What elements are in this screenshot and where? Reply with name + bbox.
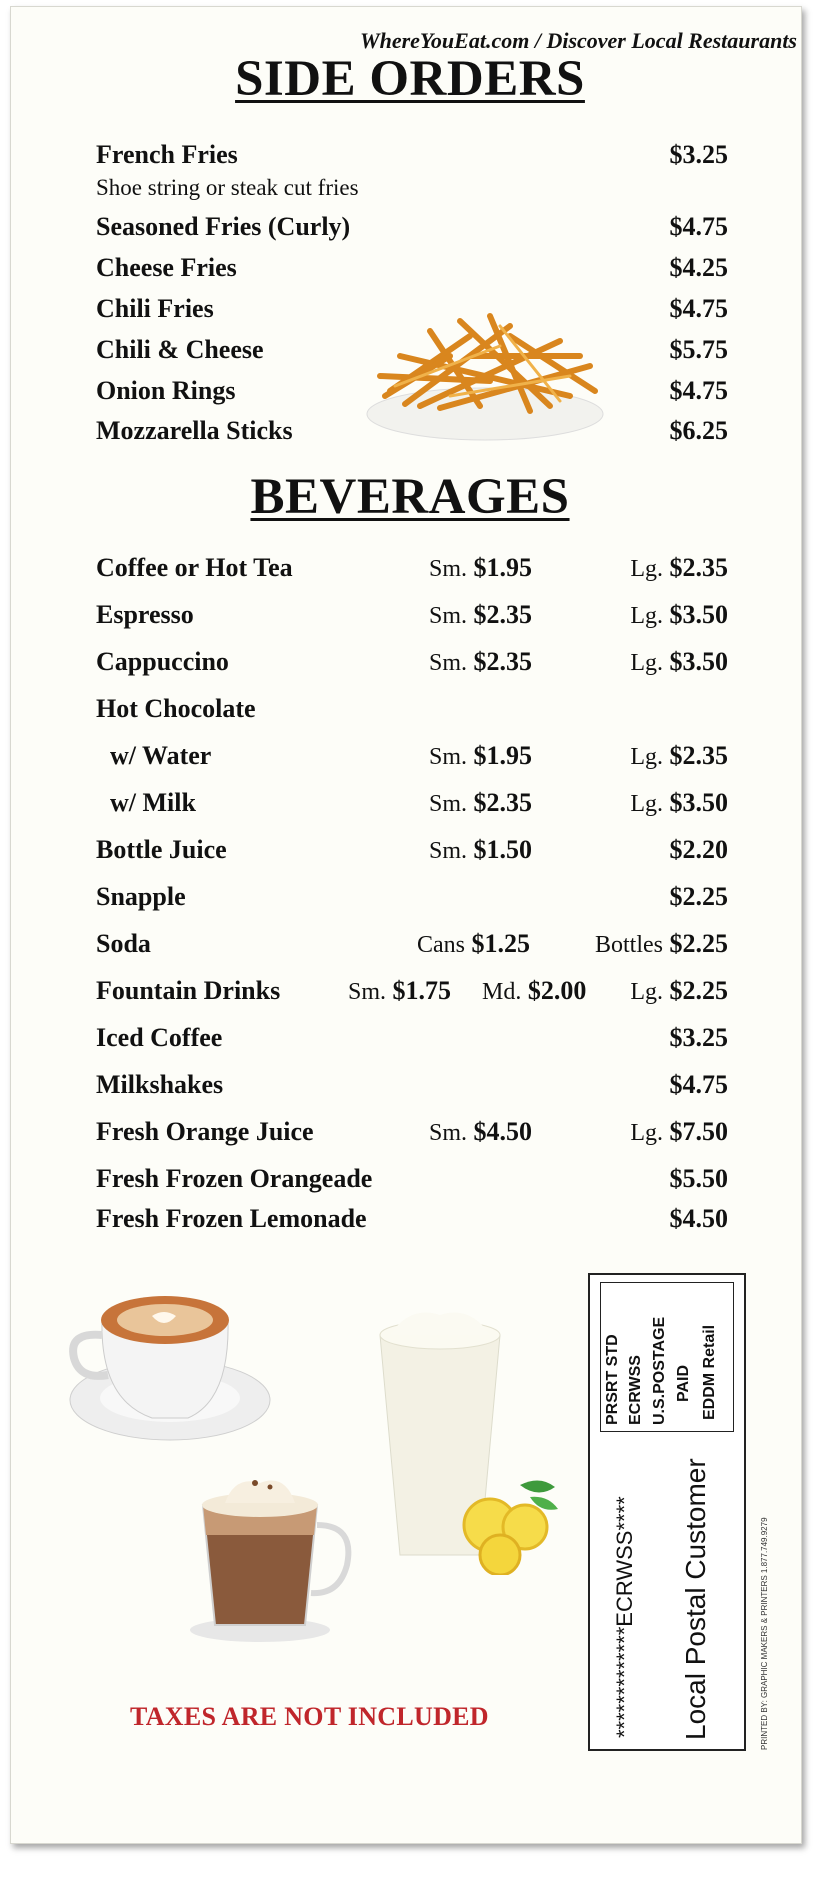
size-label: Cans	[417, 932, 465, 958]
cappuccino-cup-image	[60, 1280, 275, 1455]
item-price: $2.25	[669, 929, 728, 958]
item-price: $1.75	[392, 976, 452, 1005]
permit-line: U.S.POSTAGE	[651, 1316, 668, 1425]
item-price: $2.35	[669, 741, 728, 770]
item-price: $2.25	[669, 882, 728, 911]
item-price: $3.25	[669, 140, 728, 169]
item-price: $7.50	[669, 1117, 728, 1146]
menu-item-fresh-orange-juice	[96, 1117, 732, 1149]
size-label: Bottles	[594, 932, 663, 958]
size-label: Lg.	[630, 603, 663, 629]
item-name: Onion Rings	[96, 376, 236, 405]
size-label: Sm.	[348, 979, 387, 1005]
item-price: $3.25	[669, 1023, 728, 1052]
item-price: $2.35	[473, 600, 533, 629]
item-name: w/ Water	[110, 741, 212, 770]
item-price: $3.50	[669, 600, 728, 629]
size-label: Sm.	[429, 744, 468, 770]
menu-item-hot-chocolate-milk	[96, 788, 732, 820]
menu-item-fresh-frozen-lemonade	[96, 1204, 732, 1236]
size-label: Lg.	[630, 791, 663, 817]
item-description: Shoe string or steak cut fries	[96, 175, 359, 200]
size-label: Md.	[482, 979, 522, 1005]
menu-item-milkshakes	[96, 1070, 732, 1102]
menu-item-soda	[96, 929, 732, 961]
item-name: Fresh Frozen Orangeade	[96, 1164, 373, 1193]
item-price: $4.75	[669, 376, 728, 405]
size-label: Lg.	[630, 556, 663, 582]
lemonade-glass-image	[370, 1305, 580, 1575]
menu-item-fresh-frozen-orangeade	[96, 1164, 732, 1196]
item-name: Fresh Frozen Lemonade	[96, 1204, 367, 1233]
item-price: $2.20	[669, 835, 728, 864]
menu-item-iced-coffee	[96, 1023, 732, 1055]
item-name: Bottle Juice	[96, 835, 227, 864]
size-label: Lg.	[630, 979, 663, 1005]
menu-item-hot-chocolate	[96, 694, 732, 726]
taxes-note: TAXES ARE NOT INCLUDED	[130, 1702, 489, 1731]
menu-item-bottle-juice	[96, 835, 732, 867]
size-label: Lg.	[630, 650, 663, 676]
size-label: Lg.	[630, 744, 663, 770]
site-watermark: WhereYouEat.com / Discover Local Restaurants	[360, 28, 797, 53]
item-name: Cheese Fries	[96, 253, 237, 282]
size-label: Sm.	[429, 650, 468, 676]
item-price: $4.50	[473, 1117, 533, 1146]
menu-item-french-fries	[96, 140, 732, 172]
size-label: Lg.	[630, 1120, 663, 1146]
permit-line: PAID	[675, 1364, 692, 1402]
item-name: Coffee or Hot Tea	[96, 553, 293, 582]
french-fries-image	[360, 296, 610, 446]
menu-item-description	[96, 175, 732, 207]
item-price: $5.50	[669, 1164, 728, 1193]
beverages-title: BEVERAGES	[250, 469, 570, 525]
item-name: Cappuccino	[96, 647, 229, 676]
size-label: Sm.	[429, 838, 468, 864]
menu-item-cappuccino	[96, 647, 732, 679]
item-price: $1.50	[473, 835, 533, 864]
size-label: Sm.	[429, 791, 468, 817]
item-name: Iced Coffee	[96, 1023, 223, 1052]
item-price: $2.35	[473, 788, 533, 817]
item-price: $1.25	[471, 929, 530, 958]
hot-chocolate-mug-image	[175, 1465, 365, 1645]
size-label: Sm.	[429, 603, 468, 629]
item-price: $6.25	[669, 416, 728, 445]
item-price: $1.95	[473, 741, 533, 770]
menu-item-snapple	[96, 882, 732, 914]
menu-item-espresso	[96, 600, 732, 632]
item-name: w/ Milk	[110, 788, 196, 817]
printer-credit: PRINTED BY: GRAPHIC MAKERS & PRINTERS 1.877.749.9279	[760, 1517, 769, 1750]
menu-item-hot-chocolate-water	[96, 741, 732, 773]
menu-item-fountain-drinks	[96, 976, 732, 1008]
item-name: Mozzarella Sticks	[96, 416, 293, 445]
permit-line: PRSRT STD	[604, 1334, 621, 1425]
permit-line: EDDM Retail	[701, 1324, 718, 1420]
item-price: $4.50	[669, 1204, 728, 1233]
item-price: $3.50	[669, 788, 728, 817]
postal-customer-line: Local Postal Customer	[680, 1458, 711, 1740]
item-price: $4.75	[669, 1070, 728, 1099]
item-price: $4.25	[669, 253, 728, 282]
item-name: Chili & Cheese	[96, 335, 264, 364]
item-name: Snapple	[96, 882, 186, 911]
item-name: Milkshakes	[96, 1070, 224, 1099]
item-price: $1.95	[473, 553, 533, 582]
item-name: Espresso	[96, 600, 194, 629]
side-orders-title: SIDE ORDERS	[235, 51, 585, 107]
item-price: $2.25	[669, 976, 728, 1005]
permit-line: ECRWSS	[627, 1355, 644, 1425]
size-label: Sm.	[429, 556, 468, 582]
menu-item-seasoned-fries	[96, 212, 732, 244]
item-name: Fresh Orange Juice	[96, 1117, 314, 1146]
item-price: $3.50	[669, 647, 728, 676]
item-name: Seasoned Fries (Curly)	[96, 212, 351, 241]
item-price: $5.75	[669, 335, 728, 364]
item-price: $2.00	[527, 976, 587, 1005]
item-price: $2.35	[669, 553, 728, 582]
item-name: Soda	[96, 929, 151, 958]
item-name: French Fries	[96, 140, 238, 169]
ecrwss-line: *************ECRWSS****	[612, 1496, 637, 1738]
item-name: Hot Chocolate	[96, 694, 256, 723]
item-price: $2.35	[473, 647, 533, 676]
item-name: Chili Fries	[96, 294, 214, 323]
item-name: Fountain Drinks	[96, 976, 281, 1005]
menu-item-cheese-fries	[96, 253, 732, 285]
size-label: Sm.	[429, 1120, 468, 1146]
menu-item-coffee-hot-tea	[96, 553, 732, 585]
item-price: $4.75	[669, 212, 728, 241]
item-price: $4.75	[669, 294, 728, 323]
